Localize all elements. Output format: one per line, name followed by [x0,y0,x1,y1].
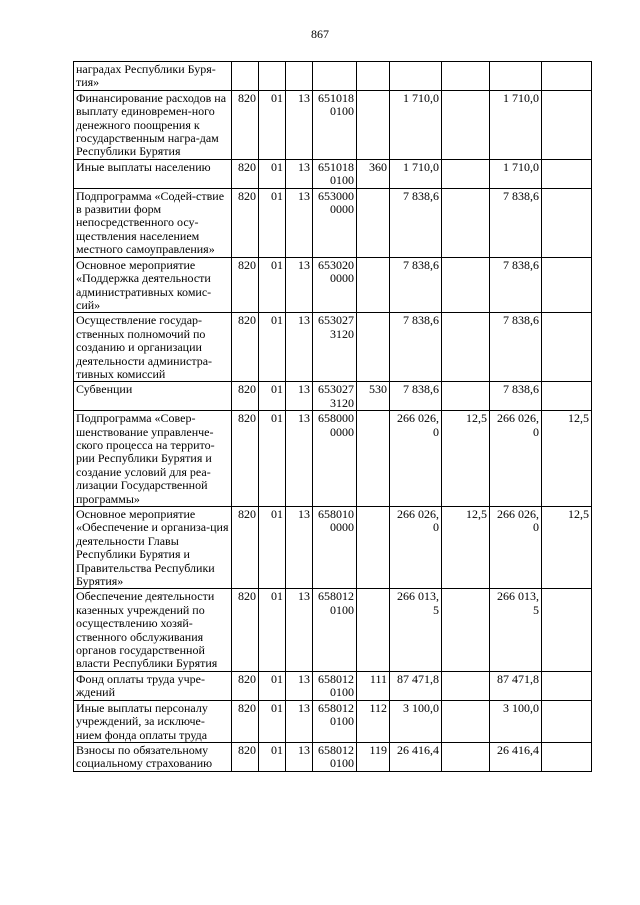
expense-type-cell [357,589,390,671]
amount-total-cell: 1 710,0 [490,90,542,159]
table-row [74,382,592,411]
amount-total-extra-cell [542,62,592,91]
table-row [74,188,592,257]
amount-total-cell: 266 026, 0 [490,411,542,507]
table-row [74,742,592,771]
amount-total-cell: 7 838,6 [490,382,542,411]
amount-total-extra-cell [542,90,592,159]
table-row [74,507,592,589]
section-code-cell: 01 [259,507,286,589]
amount-cell: 7 838,6 [390,382,442,411]
section-code-cell: 01 [259,411,286,507]
amount-extra-cell [442,62,490,91]
amount-extra-cell [442,313,490,382]
table-row [74,257,592,313]
expense-type-cell [357,188,390,257]
page-number: 867 [311,27,329,41]
ved-code-cell: 820 [232,382,259,411]
ved-code-cell: 820 [232,188,259,257]
section-code-cell: 01 [259,313,286,382]
target-article-cell: 658010 0000 [313,507,357,589]
section-code-cell: 01 [259,159,286,188]
subsection-code-cell: 13 [286,411,313,507]
target-article-cell: 658012 0100 [313,589,357,671]
amount-extra-cell: 12,5 [442,507,490,589]
amount-cell: 7 838,6 [390,313,442,382]
amount-cell: 1 710,0 [390,90,442,159]
row-name-cell: Осуществление государ-ственных полномочий по созданию и организации деятельности администра-тивных комиссий [74,313,232,382]
ved-code-cell: 820 [232,90,259,159]
subsection-code-cell: 13 [286,671,313,700]
amount-total-cell: 266 026, 0 [490,507,542,589]
expense-type-cell: 530 [357,382,390,411]
amount-cell: 26 416,4 [390,742,442,771]
amount-total-cell: 3 100,0 [490,700,542,742]
amount-extra-cell [442,188,490,257]
row-name-cell: наградах Республики Буря-тия» [74,62,232,91]
amount-total-extra-cell: 12,5 [542,507,592,589]
target-article-cell: 653020 0000 [313,257,357,313]
ved-code-cell: 820 [232,671,259,700]
expense-type-cell: 111 [357,671,390,700]
amount-total-cell [490,62,542,91]
amount-total-cell: 7 838,6 [490,313,542,382]
expense-type-cell [357,507,390,589]
amount-total-extra-cell [542,382,592,411]
section-code-cell: 01 [259,257,286,313]
ved-code-cell: 820 [232,507,259,589]
amount-extra-cell [442,159,490,188]
section-code-cell: 01 [259,90,286,159]
expense-type-cell [357,411,390,507]
amount-total-extra-cell [542,742,592,771]
table-row [74,700,592,742]
amount-total-cell: 26 416,4 [490,742,542,771]
target-article-cell: 658000 0000 [313,411,357,507]
amount-extra-cell [442,90,490,159]
section-code-cell: 01 [259,382,286,411]
subsection-code-cell: 13 [286,382,313,411]
row-name-cell: Субвенции [74,382,232,411]
amount-cell: 7 838,6 [390,257,442,313]
row-name-cell: Основное мероприятие «Обеспечение и организа-ция деятельности Главы Республики Бурятия и Правительства Республики Бурятия» [74,507,232,589]
ved-code-cell: 820 [232,411,259,507]
amount-extra-cell [442,589,490,671]
row-name-cell: Финансирование расходов на выплату единовремен-ного денежного поощрения к государственным награ-дам Республики Бурятия [74,90,232,159]
subsection-code-cell: 13 [286,507,313,589]
amount-cell: 3 100,0 [390,700,442,742]
target-article-cell [313,62,357,91]
amount-total-extra-cell [542,257,592,313]
row-name-cell: Основное мероприятие «Поддержка деятельности административных комис-сий» [74,257,232,313]
section-code-cell: 01 [259,671,286,700]
amount-total-extra-cell [542,313,592,382]
amount-total-extra-cell [542,188,592,257]
row-name-cell: Подпрограмма «Содей-ствие в развитии форм непосредственного осу-ществления населением местного самоуправления» [74,188,232,257]
amount-extra-cell [442,257,490,313]
ved-code-cell: 820 [232,589,259,671]
amount-cell: 266 013, 5 [390,589,442,671]
amount-total-cell: 266 013, 5 [490,589,542,671]
subsection-code-cell: 13 [286,589,313,671]
amount-total-cell: 1 710,0 [490,159,542,188]
table-row [74,411,592,507]
amount-total-extra-cell: 12,5 [542,411,592,507]
row-name-cell: Подпрограмма «Совер-шенствование управленче-ского процесса на террито-рии Республики Бурятия и создание условий для реа-лизации Государственной программы» [74,411,232,507]
table-row [74,159,592,188]
section-code-cell: 01 [259,742,286,771]
amount-extra-cell [442,382,490,411]
ved-code-cell: 820 [232,700,259,742]
target-article-cell: 658012 0100 [313,742,357,771]
table-row [74,313,592,382]
row-name-cell: Обеспечение деятельности казенных учреждений по осуществлению хозяй-ственного обслуживания органов государственной власти Республики Бурятия [74,589,232,671]
amount-cell [390,62,442,91]
amount-extra-cell [442,700,490,742]
amount-cell: 1 710,0 [390,159,442,188]
expense-type-cell: 112 [357,700,390,742]
ved-code-cell: 820 [232,313,259,382]
table-row [74,90,592,159]
expense-type-cell [357,90,390,159]
subsection-code-cell: 13 [286,313,313,382]
amount-total-extra-cell [542,159,592,188]
row-name-cell: Иные выплаты населению [74,159,232,188]
section-code-cell: 01 [259,188,286,257]
section-code-cell: 01 [259,700,286,742]
table-row [74,62,592,91]
target-article-cell: 653027 3120 [313,382,357,411]
ved-code-cell: 820 [232,159,259,188]
subsection-code-cell: 13 [286,90,313,159]
target-article-cell: 658012 0100 [313,671,357,700]
subsection-code-cell: 13 [286,700,313,742]
subsection-code-cell: 13 [286,188,313,257]
amount-cell: 87 471,8 [390,671,442,700]
section-code-cell: 01 [259,589,286,671]
amount-cell: 7 838,6 [390,188,442,257]
amount-cell: 266 026, 0 [390,411,442,507]
target-article-cell: 658012 0100 [313,700,357,742]
amount-total-extra-cell [542,589,592,671]
subsection-code-cell: 13 [286,257,313,313]
amount-extra-cell: 12,5 [442,411,490,507]
target-article-cell: 651018 0100 [313,159,357,188]
row-name-cell: Фонд оплаты труда учре-ждений [74,671,232,700]
amount-extra-cell [442,671,490,700]
ved-code-cell [232,62,259,91]
expense-type-cell [357,62,390,91]
ved-code-cell: 820 [232,257,259,313]
amount-cell: 266 026, 0 [390,507,442,589]
table-row [74,589,592,671]
amount-total-cell: 7 838,6 [490,257,542,313]
expense-type-cell: 360 [357,159,390,188]
subsection-code-cell [286,62,313,91]
amount-total-extra-cell [542,671,592,700]
expense-type-cell [357,257,390,313]
ved-code-cell: 820 [232,742,259,771]
subsection-code-cell: 13 [286,742,313,771]
target-article-cell: 653000 0000 [313,188,357,257]
amount-total-extra-cell [542,700,592,742]
subsection-code-cell: 13 [286,159,313,188]
budget-table [73,61,592,772]
target-article-cell: 653027 3120 [313,313,357,382]
expense-type-cell: 119 [357,742,390,771]
amount-total-cell: 87 471,8 [490,671,542,700]
amount-extra-cell [442,742,490,771]
table-row [74,671,592,700]
row-name-cell: Взносы по обязательному социальному страхованию [74,742,232,771]
expense-type-cell [357,313,390,382]
row-name-cell: Иные выплаты персоналу учреждений, за исключе-нием фонда оплаты труда [74,700,232,742]
target-article-cell: 651018 0100 [313,90,357,159]
section-code-cell [259,62,286,91]
amount-total-cell: 7 838,6 [490,188,542,257]
